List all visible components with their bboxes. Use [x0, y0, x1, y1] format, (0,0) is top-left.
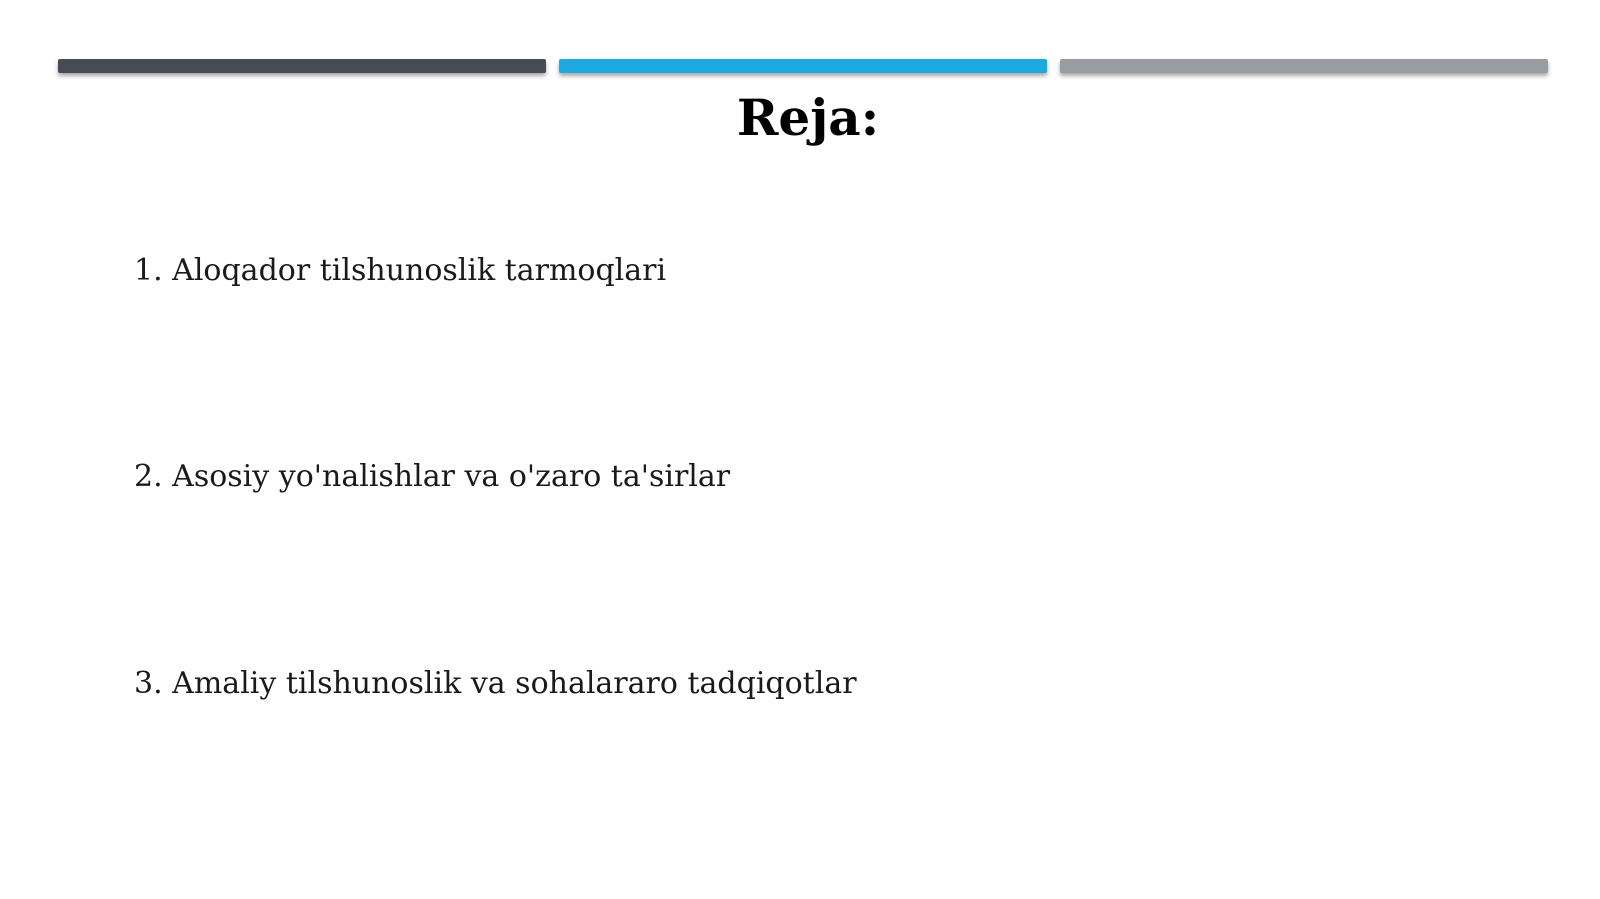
plan-item: 1. Aloqador tilshunoslik tarmoqlari [134, 253, 667, 288]
bar-blue [559, 59, 1047, 73]
bar-dark [58, 59, 546, 73]
slide-title: Reja: [736, 88, 880, 147]
plan-item: 3. Amaliy tilshunoslik va sohalararo tadqiqotlar [134, 666, 857, 701]
bar-gray [1060, 59, 1548, 73]
plan-item: 2. Asosiy yo'nalishlar va o'zaro ta'sirlar [134, 459, 731, 494]
top-decorative-bars [58, 59, 1548, 74]
